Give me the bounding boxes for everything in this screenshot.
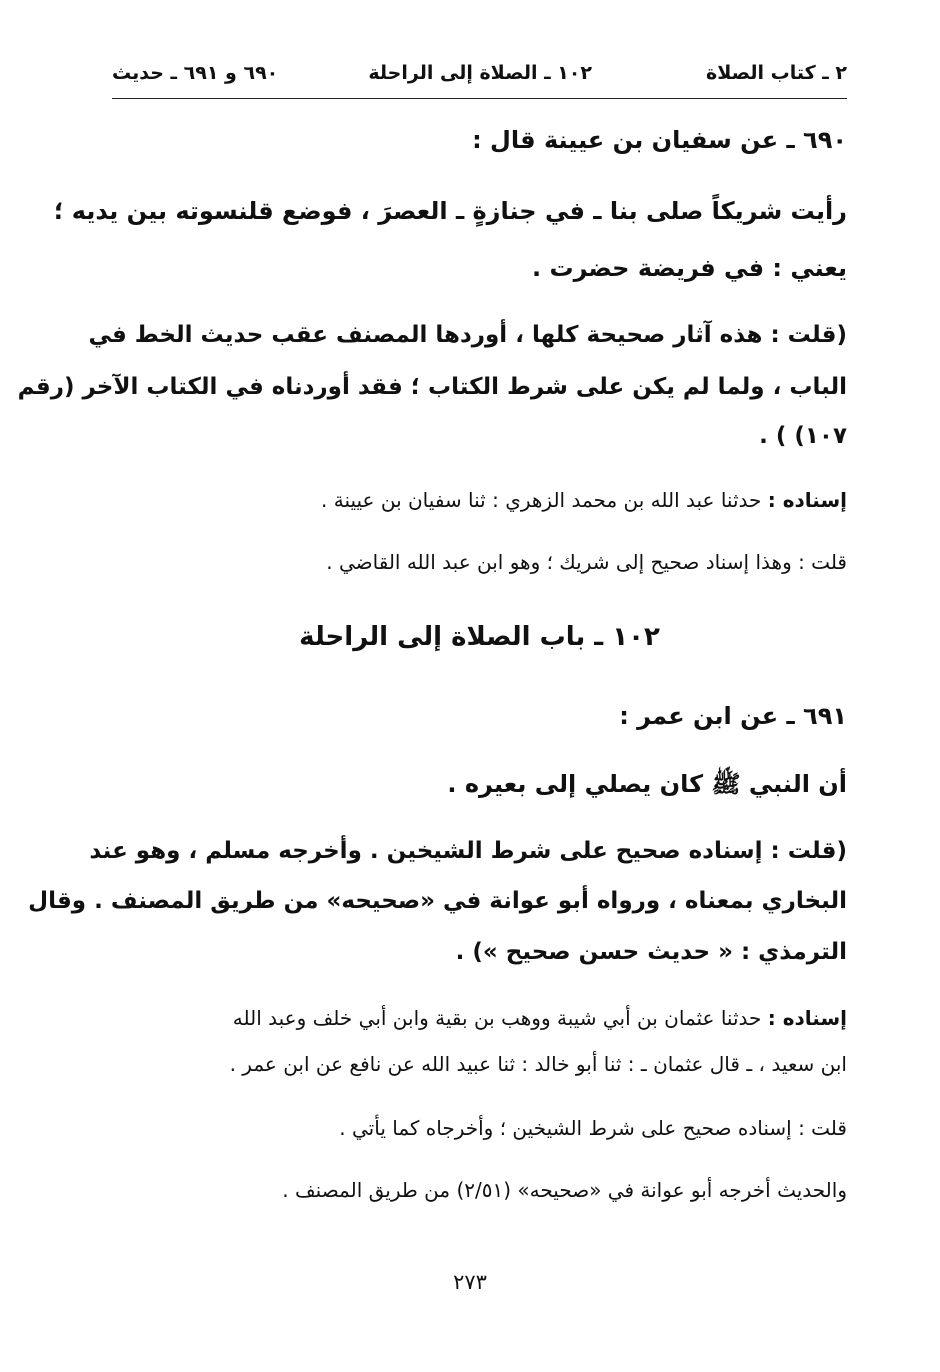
- isnad-text: حدثنا عثمان بن أبي شيبة ووهب بن بقية وابن أبي خلف وعبد الله: [232, 1006, 762, 1030]
- hadith-690-note-line3: ١٠٧) ) .: [759, 423, 847, 449]
- hadith-690-text-line2: يعني : في فريضة حضرت .: [532, 254, 847, 282]
- isnad-label: إسناده :: [767, 488, 847, 512]
- hadith-690-note-line1: (قلت : هذه آثار صحيحة كلها ، أوردها المصنف عقب حديث الخط في: [88, 322, 847, 348]
- hadith-691-note-line3: الترمذي : « حديث حسن صحيح ») .: [455, 939, 847, 965]
- isnad-label: إسناده :: [767, 1006, 847, 1030]
- hadith-691-note-line1: (قلت : إسناده صحيح على شرط الشيخين . وأخرجه مسلم ، وهو عند: [89, 838, 847, 864]
- hadith-691-qult: قلت : إسناده صحيح على شرط الشيخين ؛ وأخرجاه كما يأتي .: [339, 1116, 847, 1140]
- hadith-690-isnad: [112, 488, 887, 512]
- hadith-691-source-note: والحديث أخرجه أبو عوانة في «صحيحه» (٢/٥١) من طريق المصنف .: [282, 1178, 847, 1202]
- hadith-690-qult: قلت : وهذا إسناد صحيح إلى شريك ؛ وهو ابن عبد الله القاضي .: [326, 550, 847, 574]
- header-divider: [112, 98, 847, 99]
- header-chapter-title: ١٠٢ ـ الصلاة إلى الراحلة: [368, 62, 592, 84]
- running-header: [112, 62, 847, 96]
- hadith-690-text-line1: رأيت شريكاً صلى بنا ـ في جنازةٍ ـ العصرَ ، فوضع قلنسوته بين يديه ؛: [53, 197, 847, 225]
- hadith-691-text: أن النبي ﷺ كان يصلي إلى بعيره .: [447, 770, 847, 798]
- hadith-691-isnad-line2: ابن سعيد ، ـ قال عثمان ـ : ثنا أبو خالد : ثنا عبيد الله عن نافع عن ابن عمر .: [229, 1052, 847, 1076]
- hadith-691-isnad-line1: [112, 1006, 887, 1030]
- isnad-text: حدثنا عبد الله بن محمد الزهري : ثنا سفيان بن عيينة .: [321, 488, 762, 512]
- hadith-690-note-line2: الباب ، ولما لم يكن على شرط الكتاب ؛ فقد أوردناه في الكتاب الآخر (رقم: [17, 374, 847, 400]
- header-hadith-range: ٦٩٠ و ٦٩١ ـ حديث: [112, 62, 279, 84]
- page-number: ٢٧٣: [453, 1270, 487, 1294]
- hadith-691-title: ٦٩١ ـ عن ابن عمر :: [619, 702, 847, 730]
- hadith-691-note-line2: البخاري بمعناه ، ورواه أبو عوانة في «صحيحه» من طريق المصنف . وقال: [28, 888, 847, 914]
- hadith-690-title: ٦٩٠ ـ عن سفيان بن عيينة قال :: [472, 126, 847, 154]
- header-book-title: ٢ ـ كتاب الصلاة: [706, 62, 847, 84]
- chapter-heading: ١٠٢ ـ باب الصلاة إلى الراحلة: [299, 622, 660, 652]
